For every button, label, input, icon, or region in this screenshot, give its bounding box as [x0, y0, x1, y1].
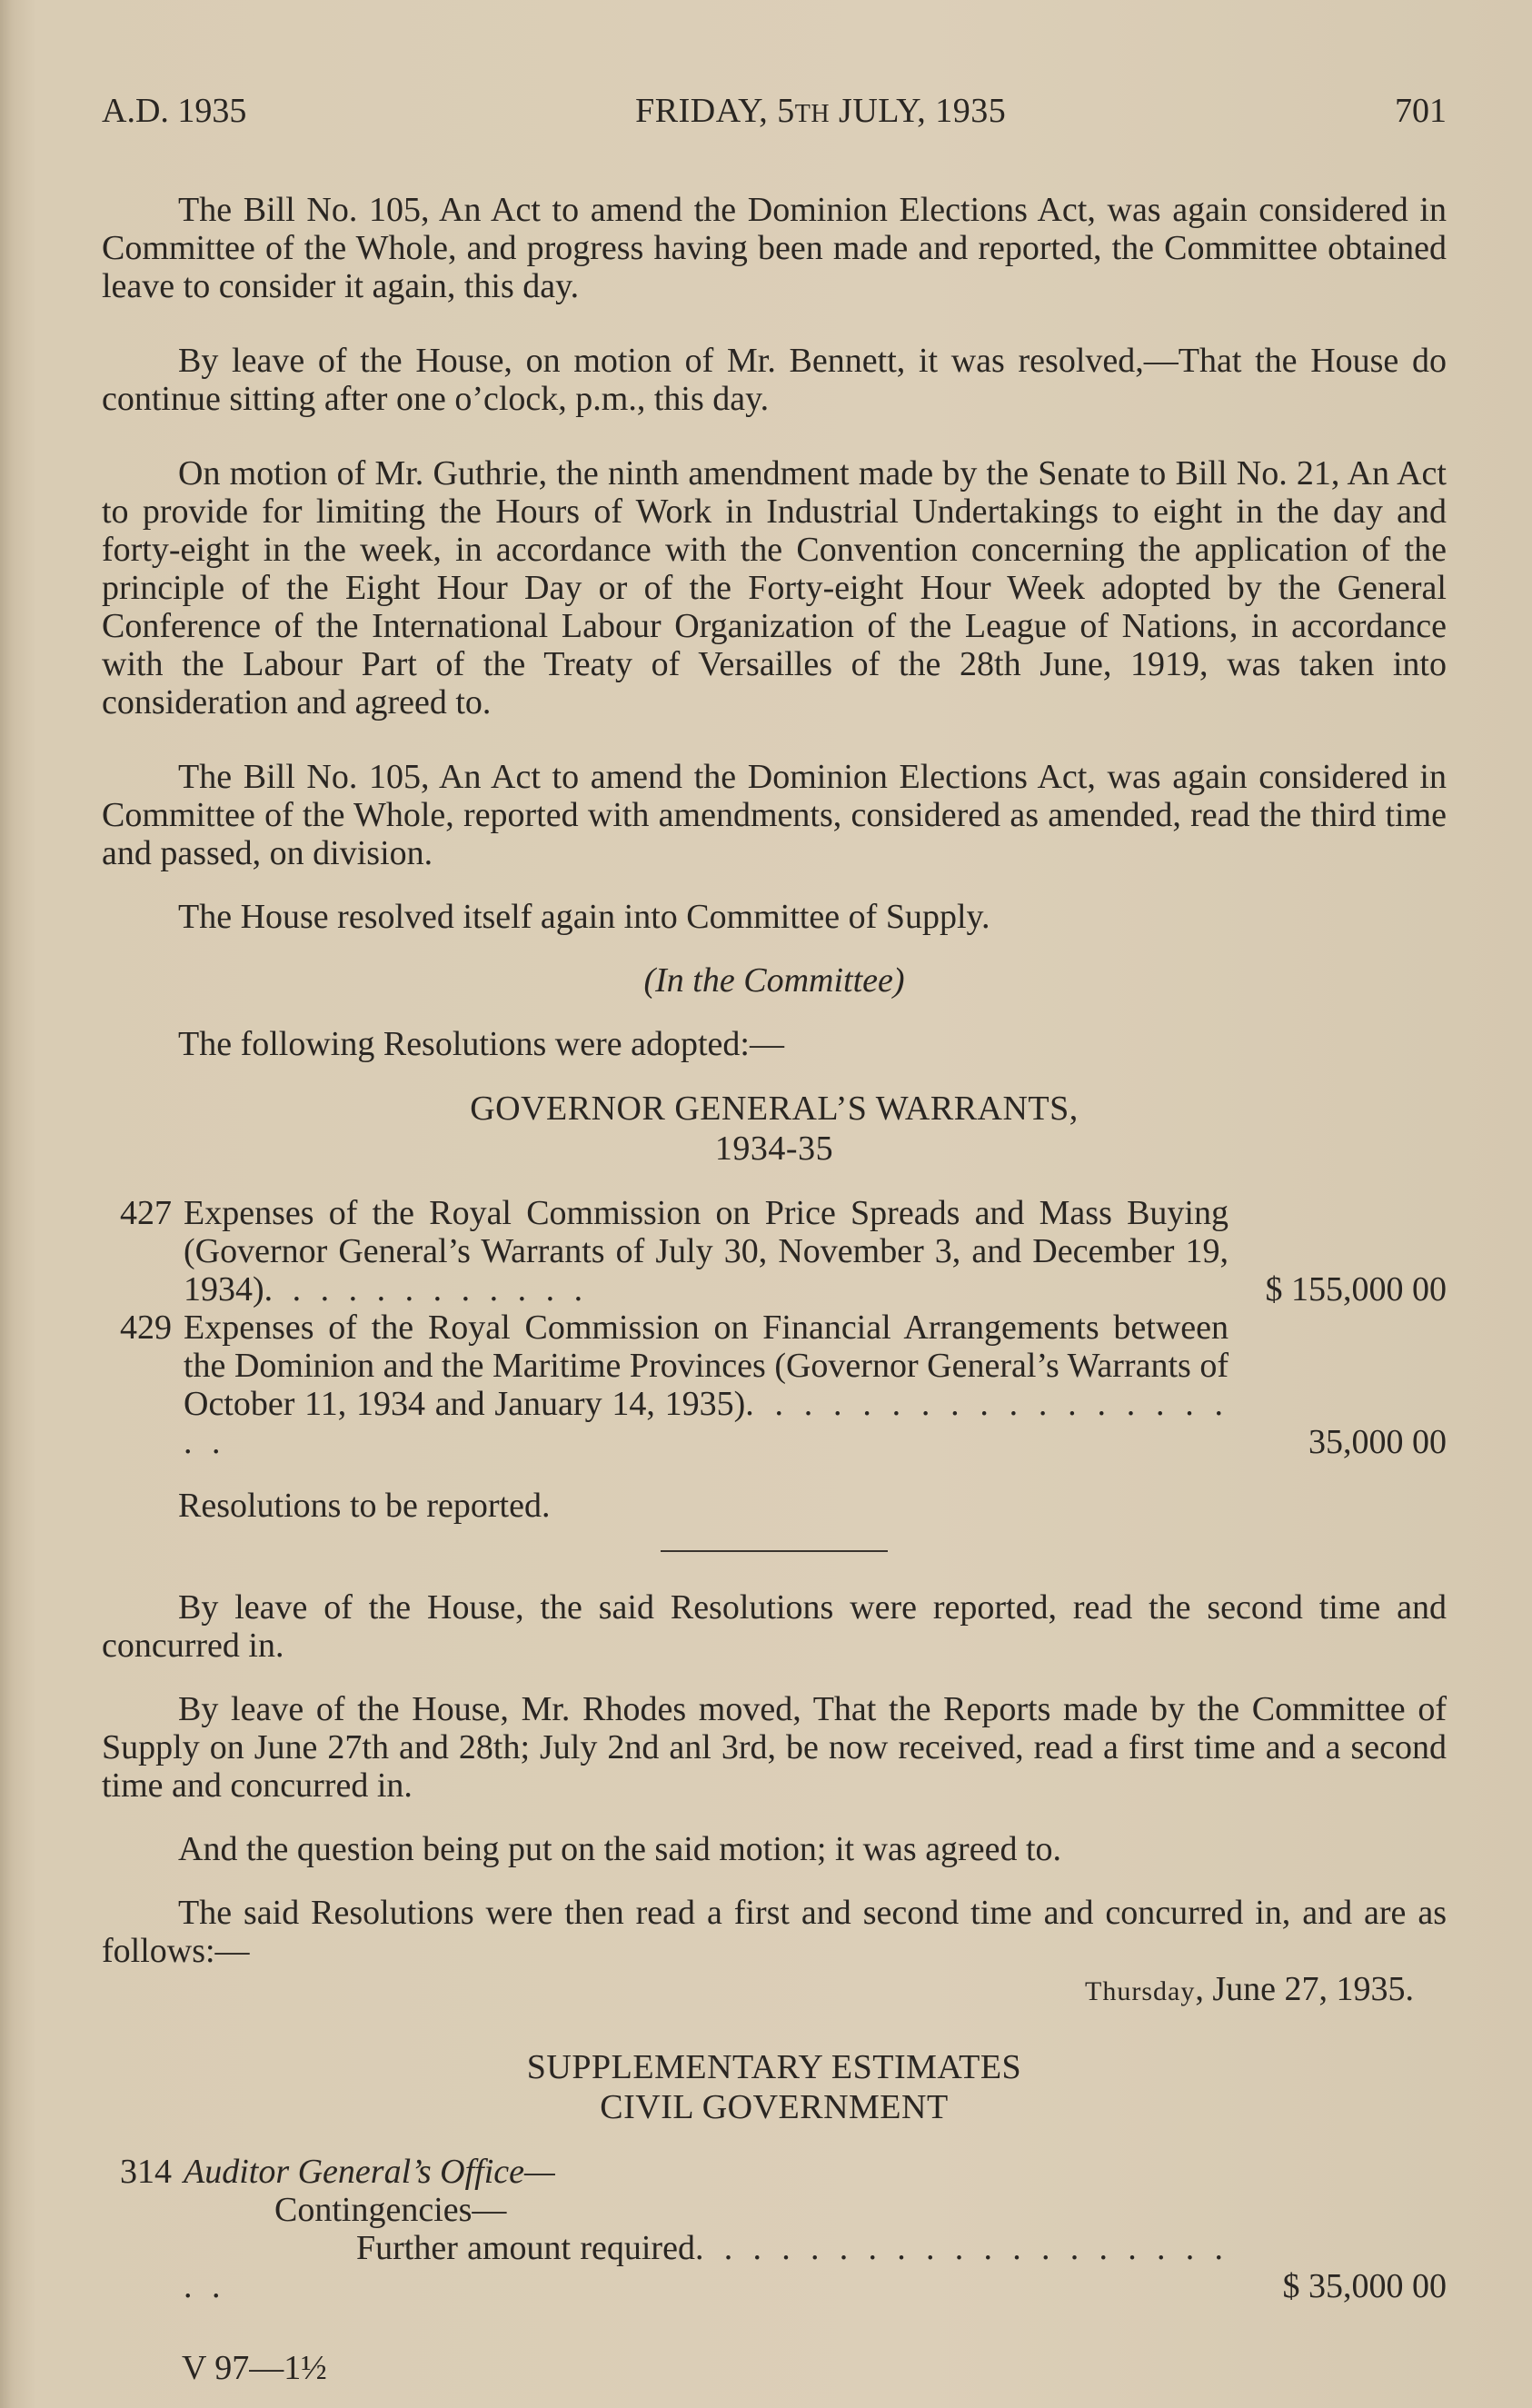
- header-date-suffix: TH: [794, 100, 831, 128]
- paragraph: And the question being put on the said motion; it was agreed to.: [178, 1830, 1062, 1868]
- item-description: Expenses of the Royal Commission on Financial Arrangements between the Dominion and the Maritime Provinces (Governor General’s Warrants of October 11, 1934 and January 14, 1935). . . . . . . . . . . . . . . . . . .: [184, 1308, 1229, 1461]
- warrant-item: [120, 1308, 1447, 1461]
- estimate-item: [120, 2153, 1447, 2305]
- paragraph: The said Resolutions were then read a first and second time and concurred in, and are as follows:—: [102, 1894, 1447, 1970]
- paragraph: The Bill No. 105, An Act to amend the Dominion Elections Act, was again considered in Committee of the Whole, and progress having been made and reported, the Committee obtained leave to consider it again, this day.: [102, 191, 1447, 305]
- paragraph: By leave of the House, on motion of Mr. Bennett, it was resolved,—That the House do continue sitting after one o’clock, p.m., this day.: [102, 342, 1447, 418]
- header-date: [635, 91, 1006, 131]
- header-date-day: FRIDAY, 5: [635, 92, 795, 130]
- header-date-month: JULY, 1935: [830, 92, 1007, 130]
- warrants-heading: GOVERNOR GENERAL’S WARRANTS,: [470, 1090, 1079, 1128]
- item-number: 429: [120, 1308, 172, 1347]
- item-amount: $ 35,000 00: [1282, 2267, 1447, 2305]
- paragraph: The House resolved itself again into Committee of Supply.: [178, 898, 990, 936]
- in-committee-note: (In the Committee): [643, 961, 905, 1000]
- warrants-year: 1934-35: [714, 1129, 834, 1168]
- report-date: Thursday, June 27, 1935.: [1085, 1970, 1414, 2008]
- estimates-heading: SUPPLEMENTARY ESTIMATES: [526, 2048, 1022, 2086]
- item-amount: $ 155,000 00: [1265, 1270, 1447, 1308]
- page-body: [102, 191, 1447, 2305]
- paragraph: The Bill No. 105, An Act to amend the Dominion Elections Act, was again considered in Committee of the Whole, reported with amendments, considered as amended, read the third time and passed, on division.: [102, 758, 1447, 872]
- header-year: A.D. 1935: [102, 92, 247, 130]
- item-amount: 35,000 00: [1308, 1423, 1447, 1461]
- page-header: [102, 91, 1447, 131]
- warrant-item: [120, 1194, 1447, 1308]
- signature-mark: V 97—1½: [182, 2349, 327, 2387]
- page-number: 701: [1394, 92, 1447, 130]
- paragraph: By leave of the House, Mr. Rhodes moved, That the Reports made by the Committee of Supply on June 27th and 28th; July 2nd anl 3rd, be now received, read a first time and a second time and concurred in.: [102, 1690, 1447, 1805]
- paragraph: The following Resolutions were adopted:—: [178, 1025, 784, 1063]
- item-description: Auditor General’s Office— Contingencies— Further amount required. . . . . . . . . . . . . . . . . . . . .: [184, 2153, 1229, 2305]
- paragraph: By leave of the House, the said Resolutions were reported, read the second time and concurred in.: [102, 1588, 1447, 1665]
- item-description: Expenses of the Royal Commission on Price Spreads and Mass Buying (Governor General’s Warrants of July 30, November 3, and December 19, 1934). . . . . . . . . . . .: [184, 1194, 1229, 1308]
- item-number: 427: [120, 1194, 172, 1232]
- item-number: 314: [120, 2153, 172, 2191]
- estimates-subheading: CIVIL GOVERNMENT: [600, 2088, 949, 2126]
- paragraph: On motion of Mr. Guthrie, the ninth amendment made by the Senate to Bill No. 21, An Act to provide for limiting the Hours of Work in Industrial Undertakings to eight in the day and forty-eight in the week, in accordance with the Convention concerning the application of the principle of the Eight Hour Day or of the Forty-eight Hour Week adopted by the General Conference of the International Labour Organization of the League of Nations, in accordance with the Labour Part of the Treaty of Versailles of the 28th June, 1919, was taken into consideration and agreed to.: [102, 454, 1447, 721]
- paragraph: Resolutions to be reported.: [178, 1487, 551, 1525]
